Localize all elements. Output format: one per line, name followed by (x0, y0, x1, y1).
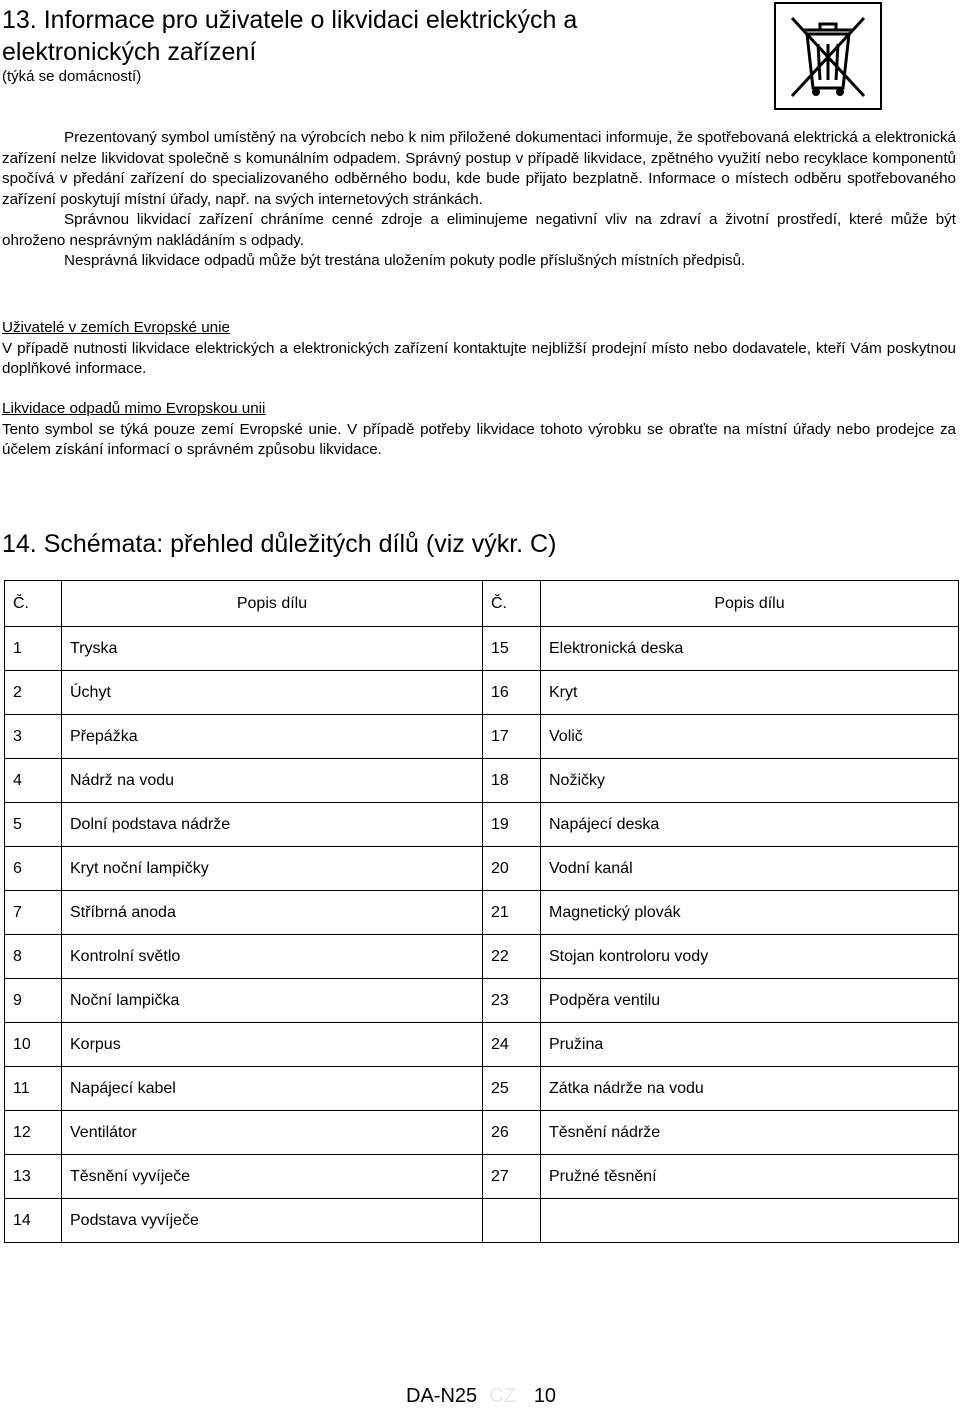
part-description: Zátka nádrže na vodu (541, 1067, 959, 1111)
part-number: 18 (483, 759, 541, 803)
part-number (483, 1199, 541, 1243)
part-description: Magnetický plovák (541, 891, 959, 935)
table-row (5, 1199, 959, 1243)
part-description: Úchyt (62, 671, 483, 715)
footer-language: CZ (489, 1385, 516, 1407)
part-number: 17 (483, 715, 541, 759)
table-row (5, 1155, 959, 1199)
table-row (5, 759, 959, 803)
part-description: Kontrolní světlo (62, 935, 483, 979)
table-row (5, 1111, 959, 1155)
part-number: 4 (5, 759, 62, 803)
part-description: Napájecí deska (541, 803, 959, 847)
non-eu-block (2, 399, 956, 461)
part-description: Pružné těsnění (541, 1155, 959, 1199)
part-number: 5 (5, 803, 62, 847)
table-row (5, 935, 959, 979)
weee-paragraph-1: Prezentovaný symbol umístěný na výrobcích nebo k nim přiložené dokumentaci informuje, že spotřebovaná elektrická a elektronická zařízení nelze likvidovat společně s komunálním odpadem. Správný postup v případě likvidace, zpětného využití nebo recyklace komponentů spočívá v předání zařízení do specializovaného odběrného bodu, kde bude přijato bezplatně. Informace o místech odběru spotřebovaného zařízení poskytují místní úřady, např. na svých internetových stránkách. (2, 129, 956, 208)
part-description: Volič (541, 715, 959, 759)
part-description: Podpěra ventilu (541, 979, 959, 1023)
weee-paragraph-3: Nesprávná likvidace odpadů může být trestána uložením pokuty podle příslušných místních předpisů. (64, 252, 746, 269)
table-row (5, 847, 959, 891)
part-description: Vodní kanál (541, 847, 959, 891)
part-description: Přepážka (62, 715, 483, 759)
part-number: 9 (5, 979, 62, 1023)
part-number: 16 (483, 671, 541, 715)
part-description: Kryt noční lampičky (62, 847, 483, 891)
part-description: Nádrž na vodu (62, 759, 483, 803)
parts-table-header (5, 581, 959, 627)
table-row (5, 627, 959, 671)
footer-page-number: 10 (533, 1385, 557, 1407)
header-desc-left: Popis dílu (62, 581, 483, 627)
part-description: Těsnění nádrže (541, 1111, 959, 1155)
parts-table (4, 580, 959, 1243)
part-number: 12 (5, 1111, 62, 1155)
table-row (5, 671, 959, 715)
part-description: Ventilátor (62, 1111, 483, 1155)
part-number: 2 (5, 671, 62, 715)
part-description: Těsnění vyvíječe (62, 1155, 483, 1199)
section-13-subtitle: (týká se domácností) (2, 68, 142, 85)
header-desc-right: Popis dílu (541, 581, 959, 627)
part-number: 23 (483, 979, 541, 1023)
part-description: Napájecí kabel (62, 1067, 483, 1111)
part-number: 14 (5, 1199, 62, 1243)
part-number: 13 (5, 1155, 62, 1199)
part-description: Dolní podstava nádrže (62, 803, 483, 847)
table-row (5, 715, 959, 759)
part-number: 22 (483, 935, 541, 979)
section-14-title: 14. Schémata: přehled důležitých dílů (viz výkr. C) (2, 530, 557, 558)
part-number: 11 (5, 1067, 62, 1111)
part-number: 3 (5, 715, 62, 759)
page-footer (406, 1384, 556, 1408)
table-row (5, 1023, 959, 1067)
part-number: 6 (5, 847, 62, 891)
part-number: 27 (483, 1155, 541, 1199)
part-description: Stříbrná anoda (62, 891, 483, 935)
part-description: Pružina (541, 1023, 959, 1067)
table-row (5, 979, 959, 1023)
part-description: Korpus (62, 1023, 483, 1067)
header-num-right: Č. (483, 581, 541, 627)
part-number: 20 (483, 847, 541, 891)
part-description: Elektronická deska (541, 627, 959, 671)
eu-users-block (2, 318, 956, 380)
part-number: 8 (5, 935, 62, 979)
part-number: 25 (483, 1067, 541, 1111)
table-row (5, 803, 959, 847)
non-eu-heading: Likvidace odpadů mimo Evropskou unii (2, 400, 266, 417)
part-number: 10 (5, 1023, 62, 1067)
eu-users-text: V případě nutnosti likvidace elektrických a elektronických zařízení kontaktujte nejbližší prodejní místo nebo dodavatele, kteří Vám poskytnou doplňkové informace. (2, 339, 956, 377)
part-description: Podstava vyvíječe (62, 1199, 483, 1243)
section-13-title: 13. Informace pro uživatele o likvidaci elektrických a elektronických zařízení (2, 6, 578, 66)
table-row (5, 1067, 959, 1111)
part-number: 21 (483, 891, 541, 935)
eu-users-heading: Uživatelé v zemích Evropské unie (2, 319, 230, 336)
part-number: 26 (483, 1111, 541, 1155)
part-description: Nožičky (541, 759, 959, 803)
footer-model: DA-N25 (406, 1385, 478, 1407)
crossed-out-wheelie-bin-icon (774, 2, 882, 110)
part-number: 24 (483, 1023, 541, 1067)
section-13-body (2, 128, 956, 272)
part-number: 1 (5, 627, 62, 671)
table-row (5, 891, 959, 935)
part-number: 15 (483, 627, 541, 671)
part-description: Kryt (541, 671, 959, 715)
part-description (541, 1199, 959, 1243)
part-description: Noční lampička (62, 979, 483, 1023)
part-description: Tryska (62, 627, 483, 671)
part-number: 7 (5, 891, 62, 935)
weee-paragraph-2: Správnou likvidací zařízení chráníme cenné zdroje a eliminujeme negativní vliv na zdraví a životní prostředí, které může být ohroženo nesprávným nakládáním s odpady. (2, 211, 956, 249)
part-description: Stojan kontroloru vody (541, 935, 959, 979)
header-num-left: Č. (5, 581, 62, 627)
non-eu-text: Tento symbol se týká pouze zemí Evropské unie. V případě potřeby likvidace tohoto výrobku se obraťte na místní úřady nebo prodejce za účelem získání informací o správném způsobu likvidace. (2, 420, 956, 458)
part-number: 19 (483, 803, 541, 847)
